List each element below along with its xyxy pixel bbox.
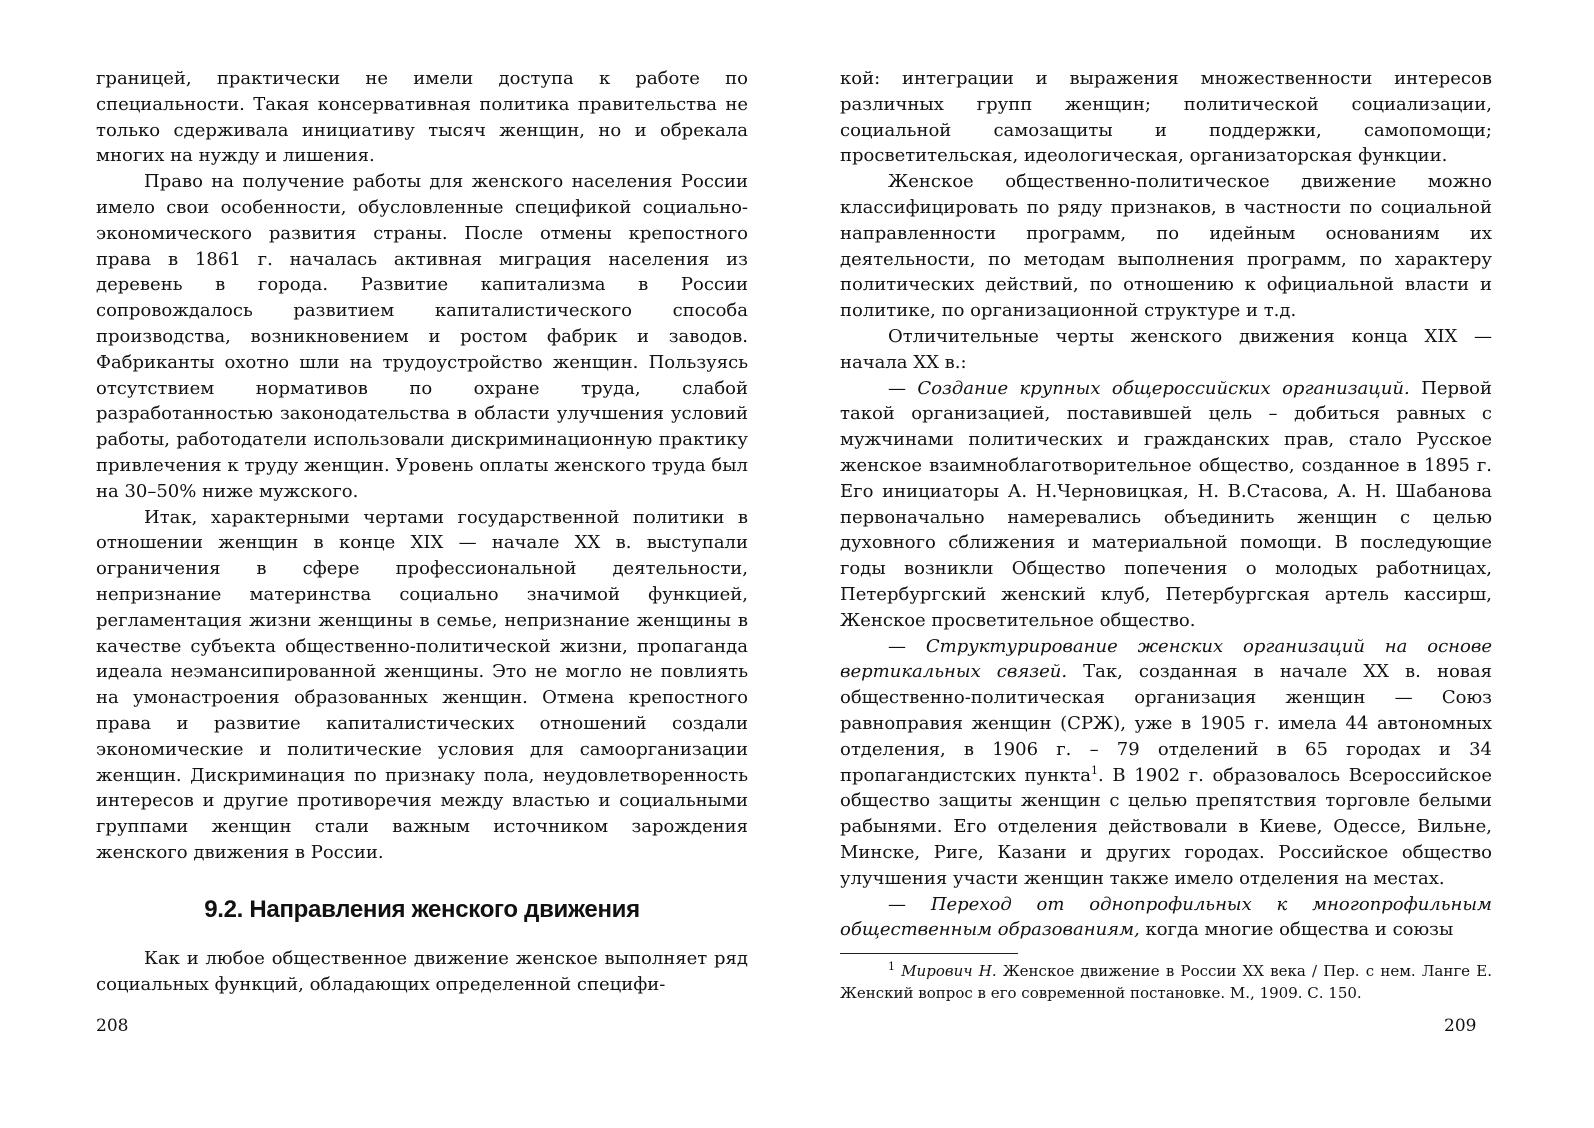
footnote-author: Мирович Н.	[901, 962, 997, 981]
right-paragraph-5	[840, 634, 1492, 892]
right-paragraph-3: Отличительные черты женского движения конца XIX — начала XX в.:	[840, 325, 1492, 373]
footnote-divider	[840, 953, 1018, 954]
right-paragraph-6	[840, 892, 1492, 944]
footnote	[840, 960, 1492, 1004]
right-paragraph-4	[840, 376, 1492, 634]
paragraph-text: Первой такой организацией, поставившей цель – добиться равных с мужчинами политических и гражданских прав, стало Русское женское взаимноблаготворительное общество, созданное в 1895 г. Его инициаторы А. Н.Черновицкая, Н. В.Стасова, А. Н. Шабанова первоначально намеревались объединить женщин с целью духовного сближения и материальной помощи. В последующие годы возникли Общество попечения о молодых работницах, Петербургский женский клуб, Петербургская артель кассирш, Женское просветительное общество.	[840, 377, 1493, 631]
right-page	[840, 66, 1492, 1106]
italic-lead: Создание крупных общероссийских организаций.	[917, 377, 1410, 399]
dash: —	[888, 635, 926, 657]
italic-lead: Переход от однопрофильных к многопрофильным общественным образованиям,	[840, 893, 1492, 941]
dash: —	[888, 377, 918, 399]
italic-lead: Структурирование женских организаций на основе вертикальных связей.	[840, 635, 1492, 683]
paragraph-text: Так, созданная в начале XX в. новая общественно-политическая организация женщин — Союз равноправия женщин (СРЖ), уже в 1905 г. имела 44 автономных отделения, в 1906 г. – 79 отделений в 65 городах и 34 пропагандистских пункта	[840, 661, 1493, 786]
footnote-number: 1	[888, 960, 895, 974]
page-number-right: 209	[1444, 1016, 1477, 1036]
dash: —	[888, 893, 931, 915]
left-paragraph-4: Как и любое общественное движение женское выполняет ряд социальных функций, обладающих определенной специфи-	[96, 947, 748, 995]
right-paragraph-1: кой: интеграции и выражения множественности интересов различных групп женщин; политической социализации, социальной самозащиты и поддержки, самопомощи; просветительская, идеологическая, организаторская функции.	[840, 68, 1492, 167]
footnote-text: Женское движение в России XX века / Пер. с нем. Ланге Е. Женский вопрос в его современной постановке. М., 1909. С. 150.	[840, 962, 1492, 1003]
left-paragraph-3: Итак, характерными чертами государственной политики в отношении женщин в конце XIX — начале XX в. выступали ограничения в сфере профессиональной деятельности, непризнание материнства социально значимой функцией, регламентация жизни женщины в семье, непризнание женщины в качестве субъекта общественно-политической жизни, пропаганда идеала неэмансипированной женщины. Это не могло не повлиять на умонастроения образованных женщин. Отмена крепостного права и развитие капиталистических отношений создали экономические и политические условия для самоорганизации женщин. Дискриминация по признаку пола, неудовлетворенность интересов и другие противоречия между властью и социальными группами женщин стали важным источником зарождения женского движения в России.	[96, 506, 748, 863]
page-number-left: 208	[96, 1016, 129, 1036]
left-page	[96, 66, 748, 1106]
left-paragraph-2: Право на получение работы для женского населения России имело свои особенности, обусловленные спецификой социально-экономического развития страны. После отмены крепостного права в 1861 г. началась активная миграция населения из деревень в города. Развитие капитализма в России сопровождалось развитием капиталистического способа производства, возникновением и ростом фабрик и заводов. Фабриканты охотно шли на трудоустройство женщин. Пользуясь отсутствием нормативов по охране труда, слабой разработанностью законодательства в области улучшения условий работы, работодатели использовали дискриминационную практику привлечения к труду женщин. Уровень оплаты женского труда был на 30–50% ниже мужского.	[96, 171, 748, 502]
right-paragraph-2: Женское общественно-политическое движение можно классифицировать по ряду признаков, в частности по социальной направленности программ, по идейным основаниям их деятельности, по методам выполнения программ, по характеру политических действий, по отношению к официальной власти и политике, по организационной структуре и т.д.	[840, 171, 1492, 322]
paragraph-text: когда многие общества и союзы	[1139, 919, 1454, 941]
left-paragraph-1: границей, практически не имели доступа к работе по специальности. Такая консервативная политика правительства не только сдерживала инициативу тысяч женщин, но и обрекала многих на нужду и лишения.	[96, 68, 748, 167]
footnote-reference[interactable]: 1	[1091, 763, 1099, 777]
section-heading: 9.2. Направления женского движения	[204, 895, 640, 923]
paragraph-text: . В 1902 г. образовалось Всероссийское общество защиты женщин с целью препятствия торговле белыми рабынями. Его отделения действовали в Киеве, Одессе, Вильне, Минске, Риге, Казани и других городах. Российское общество улучшения участи женщин также имело отделения на местах.	[840, 764, 1493, 889]
